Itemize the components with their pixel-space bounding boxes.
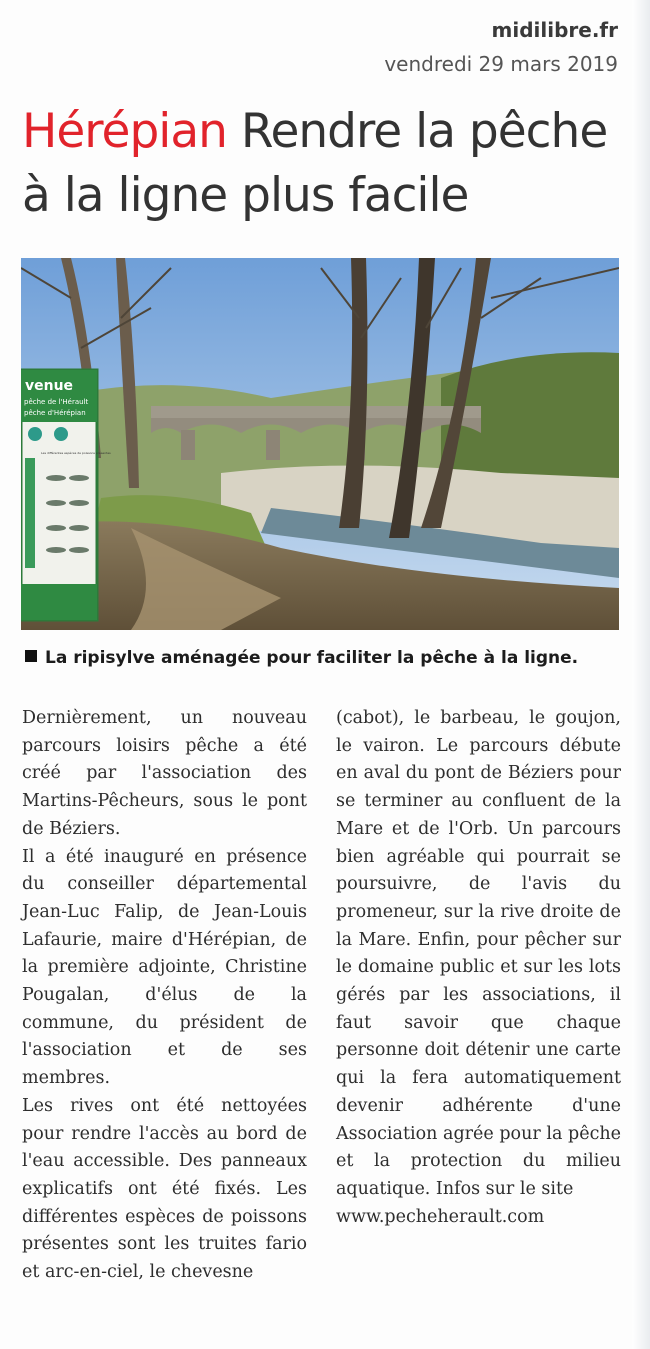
- photo-caption: [25, 648, 625, 668]
- sign-text-3: Les différentes espèces de poissons présentes: [41, 451, 111, 455]
- article-paragraph: Il a été inauguré en présence du conseiller départemental Jean-Luc Falip, de Jean-Louis Lafaurie, maire d'Hérépian, de la première adjointe, Christine Pougalan, d'élus de la commune, du président de l'association et de ses membres.: [22, 846, 307, 1089]
- website-link: www.pecheherault.com: [336, 1206, 545, 1227]
- page-edge: [632, 0, 650, 1349]
- headline-title: Rendre la pêche à la ligne plus facile: [22, 104, 608, 223]
- caption-bullet: [25, 650, 37, 662]
- article-paragraph: Dernièrement, un nouveau parcours loisirs pêche a été créé par l'association des Martins-Pêcheurs, sous le pont de Béziers.: [22, 708, 307, 839]
- sign-text-2: pêche d'Hérépian: [24, 409, 86, 417]
- article-paragraph: Les rives ont été nettoyées pour rendre l'accès au bord de l'eau accessible. Des panneaux explicatifs ont été fixés. Les différentes espèces de poissons présentes sont les truites fario et arc-en-ciel, le chevesne: [22, 1095, 307, 1283]
- sign-text-0: venue: [25, 378, 74, 394]
- headline: [22, 100, 627, 228]
- publication-date: vendredi 29 mars 2019: [384, 52, 618, 76]
- article-column-left: [22, 705, 307, 1287]
- info-sign: [21, 370, 111, 620]
- article-column-right: [336, 705, 621, 1231]
- article-paragraph: (cabot), le barbeau, le goujon, le vairon. Le parcours débute en aval du pont de Béziers pour se terminer au confluent de la Mare et de l'Orb. Un parcours bien agréable qui pourrait se poursuivre, de l'avis du promeneur, sur la rive droite de la Mare. Enfin, pour pêcher sur le domaine public et sur les lots gérés par les associations, il faut savoir que chaque personne doit détenir une carte qui la fera automatiquement devenir adhérente d'une Association agrée pour la pêche et la protection du milieu aquatique. Infos sur le site: [336, 708, 621, 1199]
- source-name: midilibre.fr: [491, 18, 618, 42]
- headline-town: Hérépian: [22, 104, 227, 159]
- caption-text: La ripisylve aménagée pour faciliter la pêche à la ligne.: [45, 648, 579, 668]
- sign-text-1: pêche de l'Hérault: [24, 398, 89, 406]
- article-photo: [21, 258, 619, 630]
- riverbank-photo: [21, 258, 619, 630]
